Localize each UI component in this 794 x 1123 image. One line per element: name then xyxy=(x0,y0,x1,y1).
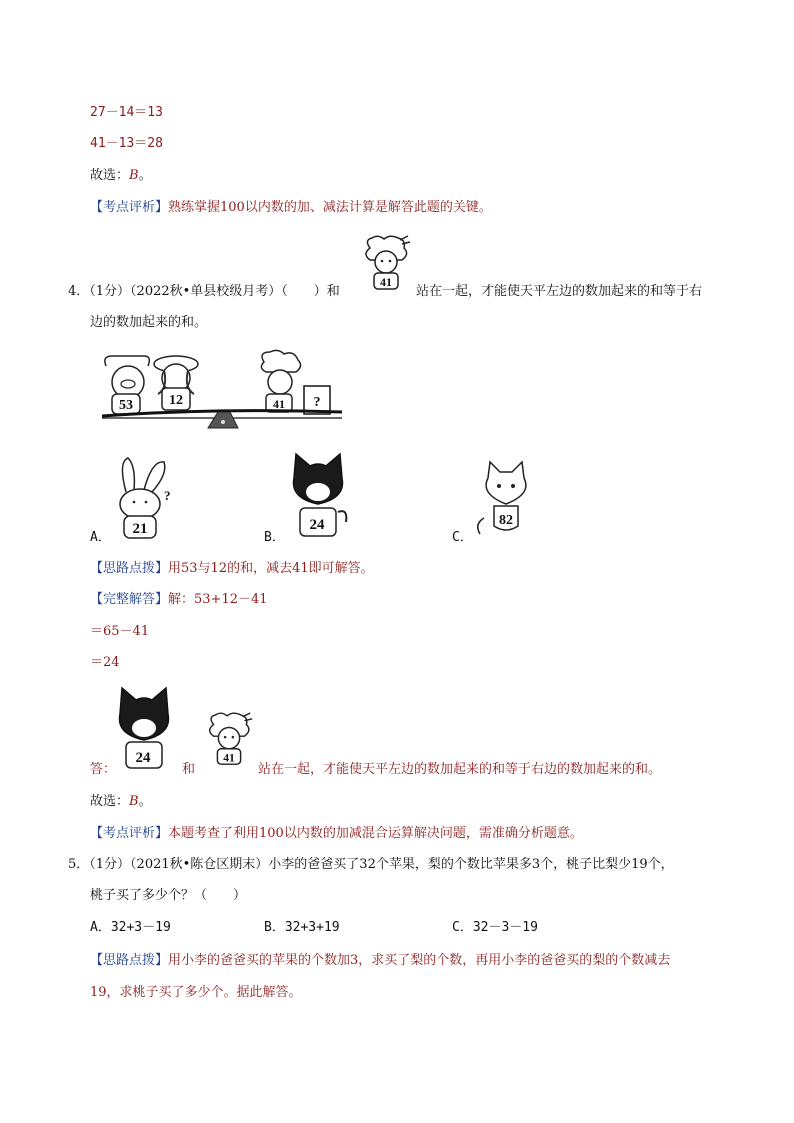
rabbit-number: 21 xyxy=(132,521,148,537)
full-answer-line xyxy=(90,591,268,609)
question-4-meta: （1分）（2022秋•单县校级月考）（ ）和 xyxy=(89,284,340,299)
sheep-41-image xyxy=(356,234,416,296)
analysis-line-q4 xyxy=(90,825,583,843)
question-4-line-1 xyxy=(68,283,340,301)
answer-prefix: 答： xyxy=(90,762,117,777)
unknown-box-mark: ? xyxy=(313,395,321,410)
analysis-line xyxy=(90,199,492,217)
balance-scale-image xyxy=(98,348,346,432)
choice-suffix-q4: 。 xyxy=(138,794,152,809)
scale-sheep-number: 41 xyxy=(273,397,285,411)
option-a-label: A． xyxy=(90,530,111,545)
black-cat-number: 24 xyxy=(309,517,325,533)
hint-tag: 【思路点拨】 xyxy=(90,561,169,576)
calc-line-1: 27－14＝13 xyxy=(90,105,163,120)
q5-option-b: B．32+3+19 xyxy=(264,920,340,935)
q5-hint-tag: 【思路点拨】 xyxy=(90,953,169,968)
question-5-text: （1分）（2021秋•陈仓区期末）小李的爸爸买了32个苹果，梨的个数比苹果多3个，桃子比梨少19个， xyxy=(89,857,674,872)
question-5-line-1 xyxy=(68,856,674,874)
calc-line-2: 41－13＝28 xyxy=(90,136,163,151)
option-c-label: C． xyxy=(452,530,473,545)
choice-line-q4 xyxy=(90,793,152,811)
question-5-line-2: 桃子买了多少个？（ ） xyxy=(90,888,247,903)
step-2: ＝24 xyxy=(90,655,120,670)
q5-option-c: C．32－3－19 xyxy=(452,920,538,935)
girl-number: 12 xyxy=(169,393,183,408)
white-cat-number: 82 xyxy=(499,513,513,528)
analysis-tag-q4: 【考点评析】 xyxy=(90,826,169,841)
q5-hint-line-1 xyxy=(90,952,670,970)
choice-prefix-q4: 故选： xyxy=(90,794,130,809)
q5-option-a: A．32+3－19 xyxy=(90,920,171,935)
q5-hint-line-2: 19，求桃子买了多少个。据此解答。 xyxy=(90,985,302,1000)
sheep-number: 41 xyxy=(380,275,392,289)
choice-prefix: 故选： xyxy=(90,168,130,183)
choice-line xyxy=(90,167,152,185)
answer-sheep-number: 41 xyxy=(223,751,235,765)
option-b-label: B． xyxy=(264,530,285,545)
full-answer-tag: 【完整解答】 xyxy=(90,592,169,607)
analysis-tag: 【考点评析】 xyxy=(90,200,169,215)
choice-letter: B xyxy=(129,168,139,183)
analysis-text-q4: 本题考查了利用100以内数的加减混合运算解决问题，需准确分析题意。 xyxy=(168,826,583,841)
answer-and: 和 xyxy=(182,762,196,777)
pig-number: 53 xyxy=(119,398,133,413)
hint-line xyxy=(90,560,374,578)
answer-black-cat-image xyxy=(112,686,176,772)
question-4-line-2: 边的数加起来的和。 xyxy=(90,315,208,330)
step-1: ＝65－41 xyxy=(90,624,150,639)
choice-suffix: 。 xyxy=(138,168,152,183)
answer-sheep-image xyxy=(200,710,258,772)
full-answer-text: 解：53+12－41 xyxy=(168,592,268,607)
choice-letter-q4: B xyxy=(129,794,139,809)
answer-black-cat-number: 24 xyxy=(135,750,151,766)
question-4-number: 4． xyxy=(68,284,90,299)
analysis-text: 熟练掌握100以内数的加、减法计算是解答此题的关键。 xyxy=(168,200,492,215)
question-4-after-image: 站在一起，才能使天平左边的数加起来的和等于右 xyxy=(416,284,703,299)
white-cat-82-image xyxy=(472,458,538,540)
q5-hint-text: 用小李的爸爸买的苹果的个数加3，求买了梨的个数，再用小李的爸爸买的梨的个数减去 xyxy=(168,953,671,968)
answer-suffix: 站在一起，才能使天平左边的数加起来的和等于右边的数加起来的和。 xyxy=(258,762,662,777)
question-5-number: 5． xyxy=(68,857,90,872)
black-cat-24-image xyxy=(284,452,354,542)
rabbit-21-image xyxy=(108,452,174,542)
hint-text: 用53与12的和，减去41即可解答。 xyxy=(168,561,374,576)
svg-text:?: ? xyxy=(164,488,171,503)
